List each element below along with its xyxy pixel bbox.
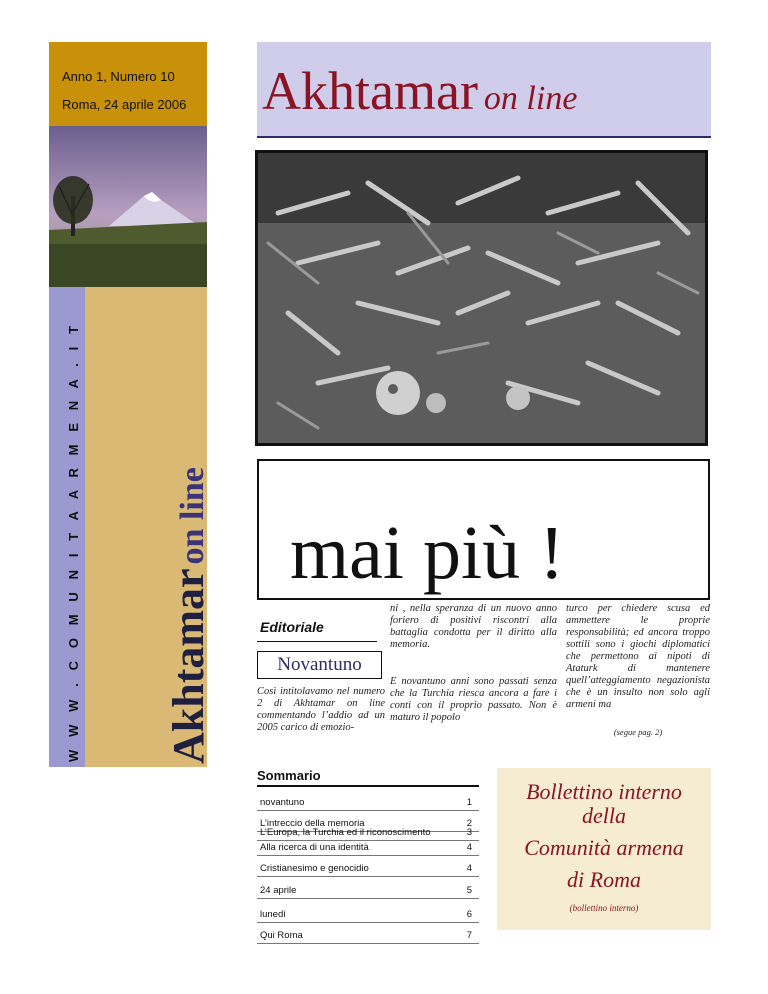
continued-note: (segue pag. 2): [613, 727, 663, 737]
editorial-column-2a: ni , nella speranza di un nuovo anno foriero di positivi riscontri alla battaglia condotta per il diritto alla memoria.: [390, 603, 557, 650]
bulletin-line-2: della: [582, 803, 626, 828]
website-url: W W W . C O M U N I T A A R M E N A . I T: [66, 321, 81, 762]
editorial-column-1: Così intitolavamo nel numero 2 di Akhtamar on line commentando l’addio ad un 2005 carico di emozio-: [257, 686, 385, 733]
sidebar-title: [163, 467, 214, 764]
bulletin-line-3: Comunità armena: [524, 835, 684, 860]
masthead-rule: [257, 136, 711, 138]
bulletin-line-1: Bollettino interno: [526, 779, 682, 804]
headline: mai più !: [290, 511, 565, 595]
toc-page: 1: [466, 797, 472, 808]
toc-label: L’Europa, la Turchia ed il riconoscimento: [260, 827, 431, 838]
toc-row[interactable]: [257, 883, 479, 899]
genocide-photo: [255, 150, 708, 446]
toc-page: 3: [466, 827, 472, 838]
toc-row[interactable]: [257, 795, 479, 811]
editorial-column-2b: E novantuno anni sono passati senza che la Turchia riesca ancora a fare i conti con il proprio passato. Non è maturo il popolo: [390, 676, 557, 723]
toc-label: novantuno: [260, 797, 305, 808]
toc-row[interactable]: [257, 861, 479, 877]
bulletin-note: (bollettino interno): [569, 903, 639, 913]
toc-row[interactable]: [257, 825, 479, 841]
issue-info-panel: [49, 42, 207, 126]
toc-page: 2: [466, 818, 472, 829]
toc-page: 5: [466, 885, 472, 896]
toc-page: 4: [466, 863, 472, 874]
toc-page: 6: [466, 909, 472, 920]
toc-label: 24 aprile: [260, 885, 297, 896]
masthead-title-sub: on line: [483, 80, 578, 117]
toc-label: L’intreccio della memoria: [260, 818, 365, 829]
toc-row[interactable]: [257, 907, 479, 923]
issue-date: Roma, 24 aprile 2006: [62, 97, 187, 112]
sidebar-title-sub: on line: [174, 467, 211, 565]
toc-page: 4: [466, 842, 472, 853]
sidebar-title-main: Akhtamar: [164, 568, 213, 764]
editorial-label: Editoriale: [260, 619, 324, 635]
toc-label: Cristianesimo e genocidio: [260, 863, 369, 874]
toc-label: Qui Roma: [260, 930, 303, 941]
toc-page: 7: [466, 930, 472, 941]
toc-row[interactable]: [257, 840, 479, 856]
toc-rule: [257, 785, 479, 787]
issue-number: Anno 1, Numero 10: [62, 69, 175, 84]
toc-title: Sommario: [257, 768, 321, 783]
masthead-title-main: Akhtamar: [262, 61, 478, 121]
toc-label: lunedì: [260, 909, 286, 920]
toc-label: Alla ricerca di una identità: [260, 842, 369, 853]
masthead-title: [262, 60, 577, 122]
editorial-column-3: turco per chiedere scusa ed ammettere le proprie responsabilità; ed ancora troppo sottili sono i giochi diplomatici che permettono ai nipoti di Ataturk di mantenere quell’atteggiamento negazionista che è un insulto non solo agli armeni ma: [566, 603, 710, 710]
toc-row[interactable]: [257, 928, 479, 944]
mount-ararat-image: [49, 126, 207, 287]
editorial-rule: [257, 641, 377, 642]
bulletin-line-4: di Roma: [567, 867, 641, 892]
editorial-title: Novantuno: [257, 651, 382, 679]
